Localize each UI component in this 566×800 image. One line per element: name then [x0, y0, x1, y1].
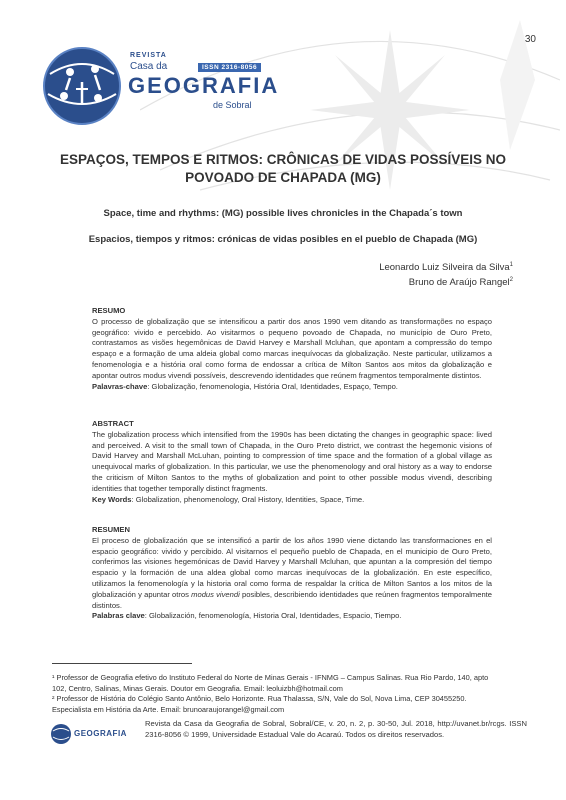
abstract-heading: ABSTRACT	[92, 419, 134, 428]
author-2-sup: 2	[509, 277, 513, 283]
logo-sobral-text: de Sobral	[213, 100, 252, 110]
resumen-section	[92, 525, 492, 622]
footer-citation: Revista da Casa da Geografia de Sobral, Sobral/CE, v. 20, n. 2, p. 30-50, Jul. 2018, http://uvanet.br/rcgs. ISSN 2316-8056 © 1999, Universidade Estadual Vale do Acaraú. Todos os direitos reservados.	[145, 719, 527, 739]
author-1	[379, 262, 513, 273]
resumen-text-part2: posibles, describiendo identidades que reúnen fragmentos temporalmente distintos.	[92, 589, 492, 610]
logo-geografia-text: GEOGRAFIA	[128, 73, 280, 98]
title-line-1: ESPAÇOS, TEMPOS E RITMOS: CRÔNICAS DE VIDAS POSSÍVEIS NO	[59, 152, 507, 167]
resumen-keywords-label: Palabras clave	[92, 611, 145, 621]
resumen-keywords	[92, 611, 492, 622]
resumo-section	[92, 306, 492, 392]
page-number: 30	[524, 34, 536, 45]
resumo-heading: RESUMO	[92, 306, 126, 315]
footnote-2: ² Professor de História do Colégio Santo Antônio, Belo Horizonte. Rua Thalassa, S/N, Vale do Sol, Nova Lima, CEP 30455250. Especialista em História da Arte. Email: brunoaraujorangel@gmail.com	[52, 694, 467, 714]
footer-logo-text: GEOGRAFIA	[74, 729, 127, 738]
author-2-name: Bruno de Araújo Rangel	[408, 277, 510, 289]
resumen-text	[92, 536, 492, 612]
abstract-keywords	[92, 495, 492, 506]
author-2	[409, 277, 513, 288]
resumo-keywords	[92, 382, 492, 393]
subtitle-spanish: Espacios, tiempos y ritmos: crónicas de vidas posibles en el pueblo de Chapada (MG)	[88, 234, 478, 245]
resumen-text-part1: El proceso de globalización que se intensificó a partir de los años 1990 viene dictando las transformaciones en el espacio geográfico: vivido y percibido. Al visitarnos el pequeño pueblo de Chapada, en el municipio de Ouro Preto, conferimos las visiones hegemónicas de David Harvey y Marshall Mcluhan, que apuntan a la compresión del tiempo espacio y la formación de una aldea global como marcas inequívocas de la globalización. En este específico, utilizamos la fenomenología y la historia oral como forma de respaldar la crítica de Milton Santos a los mitos de la globalización y apuntar otros	[92, 535, 492, 599]
logo-revista-text: REVISTA	[130, 52, 167, 59]
resumen-keywords-text: : Globalización, fenomenología, Historia Oral, Identidades, Espacio, Tiempo.	[144, 611, 402, 621]
footnote-1: ¹ Professor de Geografia efetivo do Instituto Federal do Norte de Minas Gerais - IFNMG – Campus Salinas. Rua Rio Pardo, 140, apto 102, Centro, Salinas, Minas Gerais. Doutor em Geografia. Email: leoluizbh@hotmail.com	[52, 673, 489, 693]
abstract-keywords-label: Key Words	[92, 494, 132, 504]
resumo-keywords-label: Palavras-chave	[92, 381, 148, 391]
abstract-text: The globalization process which intensified from the 1990s has been dictating the changes in geographic space: lived and perceived. A visit to the small town of Chapada, in the Ouro Preto district, we contrast the hegemonic visions of David Harvey and Marshall McLuhan, pointing to compression of time space and the formation of a global village as unequivocal marks of globalization. In this particular, we use the phenomenology and oral history as a way to endorse the criticism of Milton Santos to the myths of globalization and point to other possible modus vivendi, describing identities that together temporally distinct fragments.	[92, 429, 492, 493]
author-1-name: Leonardo Luiz Silveira da Silva	[379, 262, 510, 274]
resumen-text-italic: modus vivendi	[191, 589, 240, 599]
title-line-2: POVOADO DE CHAPADA (MG)	[185, 170, 381, 185]
resumo-keywords-text: : Globalização, fenomenologia, História Oral, Identidades, Espaço, Tempo.	[147, 381, 398, 391]
footer-logo	[50, 722, 130, 746]
subtitle-english: Space, time and rhythms: (MG) possible lives chronicles in the Chapada´s town	[103, 208, 463, 219]
logo-issn-badge: ISSN 2316-8056	[198, 63, 261, 72]
author-1-sup: 1	[509, 262, 513, 268]
abstract-keywords-text: : Globalization, phenomenology, Oral History, Identities, Space, Time.	[131, 494, 365, 504]
footnote-divider	[52, 663, 192, 664]
globe-logo-icon	[40, 44, 135, 129]
paper-title	[40, 151, 526, 187]
logo-casa-text: Casa da	[130, 61, 168, 72]
resumo-text: O processo de globalização que se intensificou a partir dos anos 1990 vem ditando as transformações no espaço geográfico: vivido e percebido. Ao visitarmos o pequeno povoado de Chapada, no município de Ouro Preto, contrastamos as visões hegemônicas de David Harvey e Marshall Mcluhan, que apontam a compressão do tempo espaço e a formação de uma aldeia global como marcas inequívocas da globalização. Neste particular, utilizamos a fenomenologia e a história oral como forma de endossar a crítica de Milton Santos aos mitos da globalização e apontar outros modus vivendi possíveis, descrevendo identidades que reúnem fragmentos temporalmente distintos.	[92, 316, 492, 380]
abstract-section	[92, 419, 492, 505]
resumen-heading: RESUMEN	[92, 525, 130, 534]
